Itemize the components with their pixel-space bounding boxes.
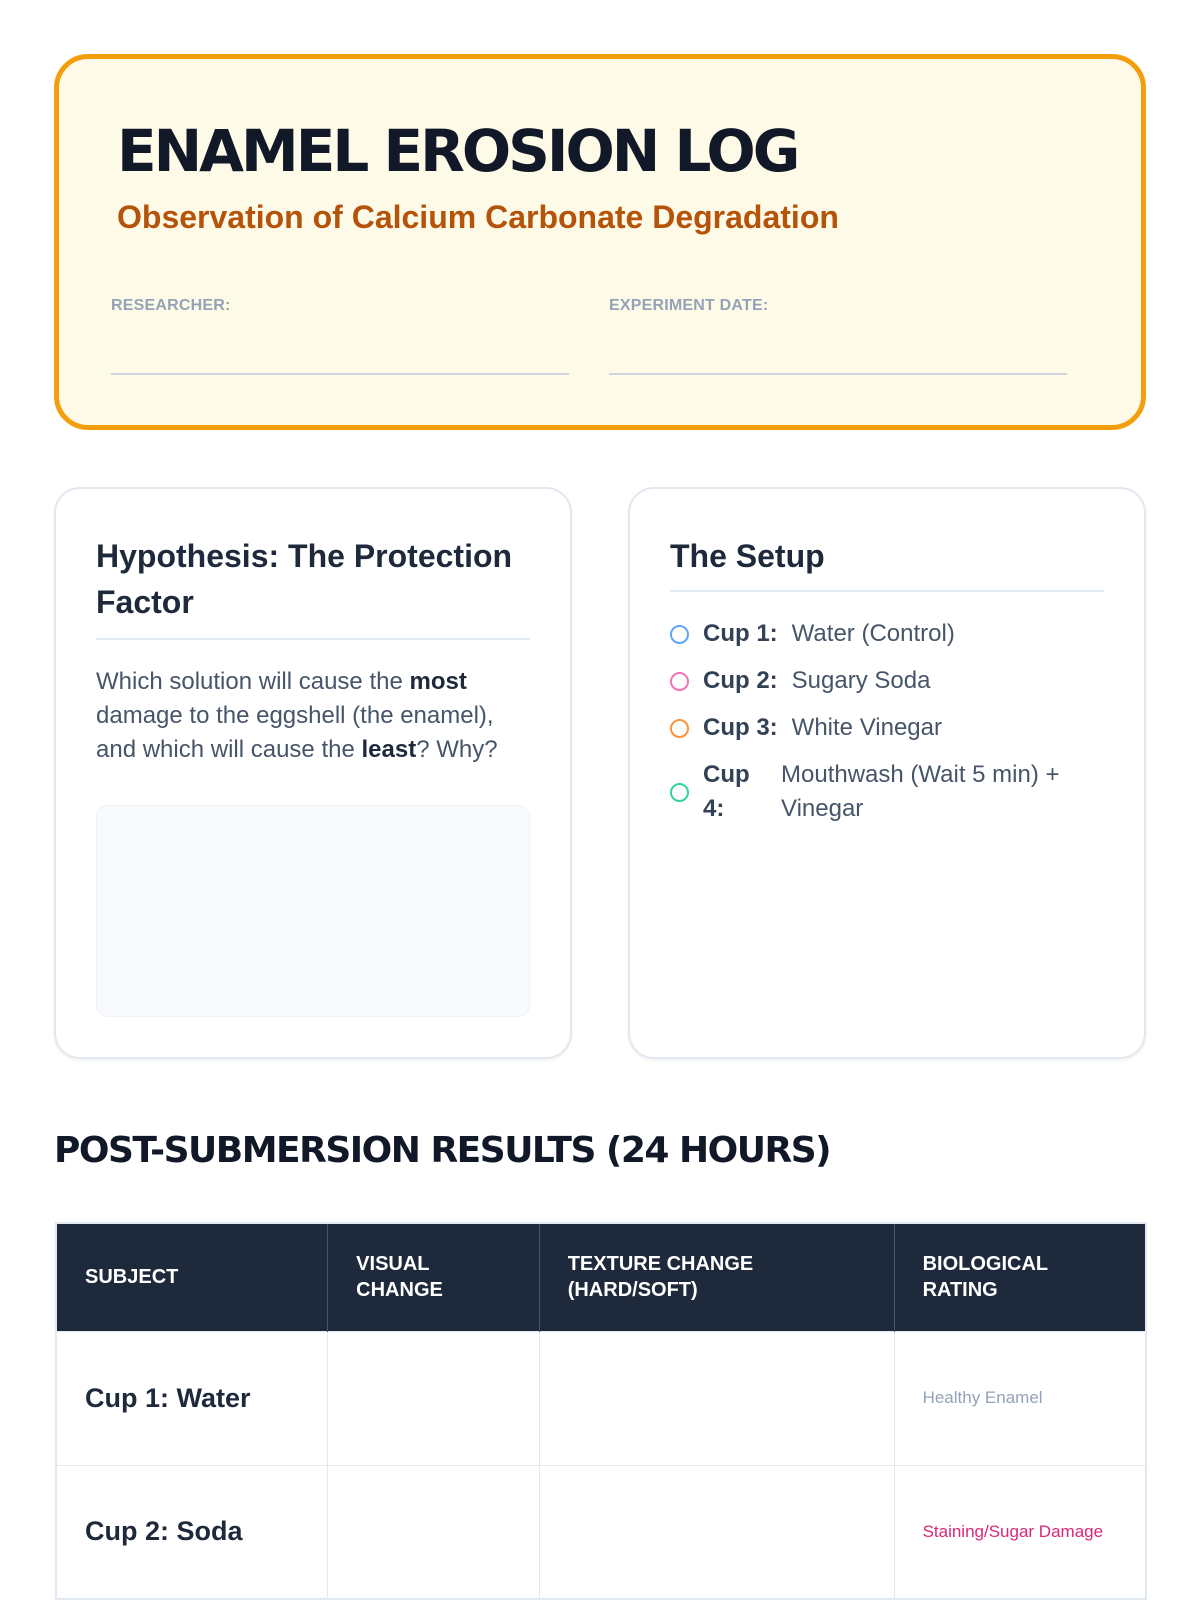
setup-card — [628, 487, 1146, 1059]
hypothesis-divider — [96, 638, 530, 640]
hypothesis-answer-box[interactable] — [96, 805, 530, 1017]
experiment-date-field[interactable] — [609, 373, 1067, 375]
hypothesis-emphasis-least: least — [361, 736, 417, 763]
setup-item — [670, 664, 1110, 698]
circle-icon — [670, 625, 689, 644]
cup-label: Cup 3: — [703, 714, 778, 741]
table-row — [56, 1465, 1146, 1599]
cup-label: Cup 1: — [703, 620, 778, 647]
hypothesis-text-part: damage to the eggshell (the enamel), and which will cause the — [96, 702, 494, 763]
subject-label: Cup 2: Soda — [85, 1516, 243, 1547]
subject-label: Cup 1: Water — [85, 1382, 251, 1413]
texture-change-cell[interactable] — [539, 1465, 894, 1599]
texture-change-cell[interactable] — [539, 1331, 894, 1465]
hypothesis-card — [54, 487, 572, 1059]
column-header-visual-change: VISUAL CHANGE — [328, 1223, 540, 1331]
column-header-biological-rating: BIOLOGICAL RATING — [894, 1223, 1146, 1331]
experiment-date-label: EXPERIMENT DATE: — [609, 297, 769, 314]
setup-list — [670, 617, 1110, 839]
biological-rating: Staining/Sugar Damage — [922, 1521, 1104, 1541]
rating-cell — [894, 1331, 1146, 1465]
column-header-texture-change: TEXTURE CHANGE (HARD/SOFT) — [539, 1223, 894, 1331]
hypothesis-emphasis-most: most — [409, 668, 467, 695]
hypothesis-question — [96, 665, 536, 767]
setup-item — [670, 711, 1110, 745]
header-card — [54, 54, 1146, 430]
researcher-label: RESEARCHER: — [111, 297, 231, 314]
biological-rating: Healthy Enamel — [922, 1388, 1043, 1407]
results-table — [55, 1222, 1147, 1600]
setup-item — [670, 617, 1110, 651]
cup-value: White Vinegar — [791, 714, 942, 741]
setup-title: The Setup — [670, 538, 825, 574]
visual-change-cell[interactable] — [328, 1465, 540, 1599]
circle-icon — [670, 672, 689, 691]
hypothesis-title: Hypothesis: The Protection Factor — [96, 538, 513, 620]
column-header-subject: SUBJECT — [56, 1223, 328, 1331]
cup-label: Cup 2: — [703, 667, 778, 694]
circle-icon — [670, 719, 689, 738]
cup-value: Sugary Soda — [791, 667, 931, 694]
circle-icon — [670, 783, 689, 802]
rating-cell — [894, 1465, 1146, 1599]
cup-label: Cup 4: — [703, 761, 750, 822]
subject-cell — [56, 1465, 328, 1599]
visual-change-cell[interactable] — [328, 1331, 540, 1465]
page-subtitle: Observation of Calcium Carbonate Degradation — [117, 199, 839, 235]
subject-cell — [56, 1331, 328, 1465]
table-row — [56, 1331, 1146, 1465]
setup-item — [670, 758, 1110, 826]
page-title: ENAMEL EROSION LOG — [117, 117, 798, 185]
hypothesis-text-part: Which solution will cause the — [96, 668, 410, 695]
researcher-field[interactable] — [111, 373, 569, 375]
setup-divider — [670, 590, 1104, 592]
results-heading: POST-SUBMERSION RESULTS (24 HOURS) — [54, 1130, 831, 1171]
cup-value: Water (Control) — [791, 620, 955, 647]
hypothesis-text-part: ? Why? — [416, 736, 498, 763]
cup-value: Mouthwash (Wait 5 min) + Vinegar — [781, 761, 1060, 822]
table-header-row — [56, 1223, 1146, 1331]
